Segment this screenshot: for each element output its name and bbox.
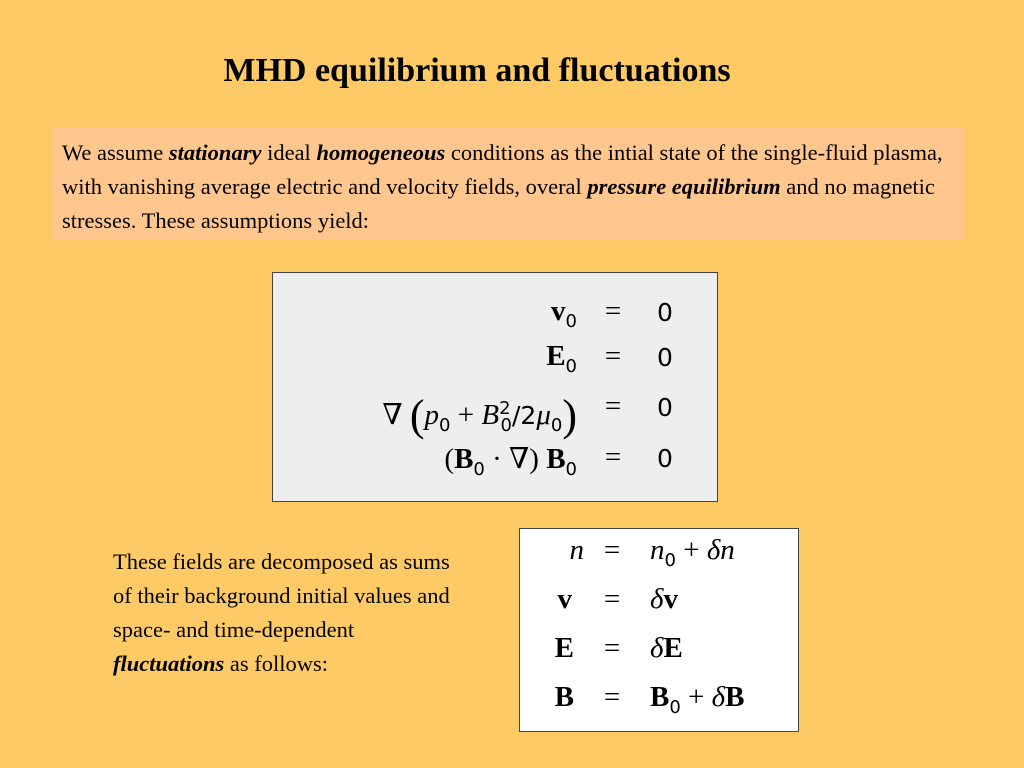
side-text-2: as follows: (224, 651, 329, 676)
eq2-equals: = (604, 340, 622, 372)
intro-keyword-pressure-equilibrium: pressure equilibrium (587, 174, 781, 199)
decomp1-rhs: $n_0 + \delta n$ (650, 534, 735, 571)
equilibrium-eq-2 (273, 340, 717, 390)
decomp2-lhs: v (557, 583, 572, 615)
decomposition-paragraph (113, 545, 453, 681)
eq1-rhs: 0 (657, 298, 673, 327)
decomp2-rhs: δv (650, 583, 678, 615)
decomp1-lhs: n (569, 534, 584, 566)
decomposition-equations-box (519, 528, 799, 732)
decomp-eq-2 (520, 583, 798, 633)
slide-title (0, 52, 1024, 90)
decomp-eq-4 (520, 681, 798, 731)
intro-keyword-stationary: stationary (168, 140, 262, 165)
decomp1-equals: = (603, 534, 621, 566)
decomp4-rhs: $B_0 + \delta B$ (650, 681, 745, 718)
eq4-rhs: 0 (657, 444, 673, 473)
intro-text-4: and no magnetic stresses. These assumptions yield: (62, 174, 935, 233)
intro-paragraph (52, 128, 963, 240)
decomp3-lhs: E (554, 632, 574, 664)
eq1-lhs: $v_0$ (551, 295, 577, 332)
eq1-equals: = (604, 295, 622, 327)
side-text-1: These fields are decomposed as sums of their background initial values and space- and time-dependent (113, 549, 450, 642)
eq3-lhs: ∇ $(p_0 + B^2_0/2\mu_0)$ (382, 391, 577, 440)
equilibrium-equations-box (272, 272, 718, 502)
eq3-equals: = (604, 390, 622, 422)
eq3-rhs: 0 (657, 393, 673, 422)
equilibrium-eq-1 (273, 295, 717, 345)
decomp3-equals: = (603, 632, 621, 664)
decomp-eq-1 (520, 534, 798, 584)
decomp2-equals: = (603, 583, 621, 615)
intro-text-2: ideal (261, 140, 317, 165)
decomp4-equals: = (603, 681, 621, 713)
slide-title-text: MHD equilibrium and fluctuations (223, 52, 731, 89)
intro-text-1: We assume (62, 140, 169, 165)
eq4-lhs: ($B_0$ · ∇) $B_0$ (444, 443, 577, 480)
eq4-equals: = (604, 441, 622, 473)
intro-keyword-homogeneous: homogeneous (316, 140, 446, 165)
equilibrium-eq-4 (273, 441, 717, 491)
eq2-lhs: $E_0$ (546, 340, 577, 377)
side-keyword-fluctuations: fluctuations (113, 651, 225, 676)
decomp4-lhs: B (554, 681, 574, 713)
equilibrium-eq-3 (273, 390, 717, 440)
intro-text-3: conditions as the intial state of the single-fluid plasma, with vanishing average electric and velocity fields, overal (62, 140, 943, 199)
eq2-rhs: 0 (657, 343, 673, 372)
decomp3-rhs: δE (650, 632, 683, 664)
decomp-eq-3 (520, 632, 798, 682)
